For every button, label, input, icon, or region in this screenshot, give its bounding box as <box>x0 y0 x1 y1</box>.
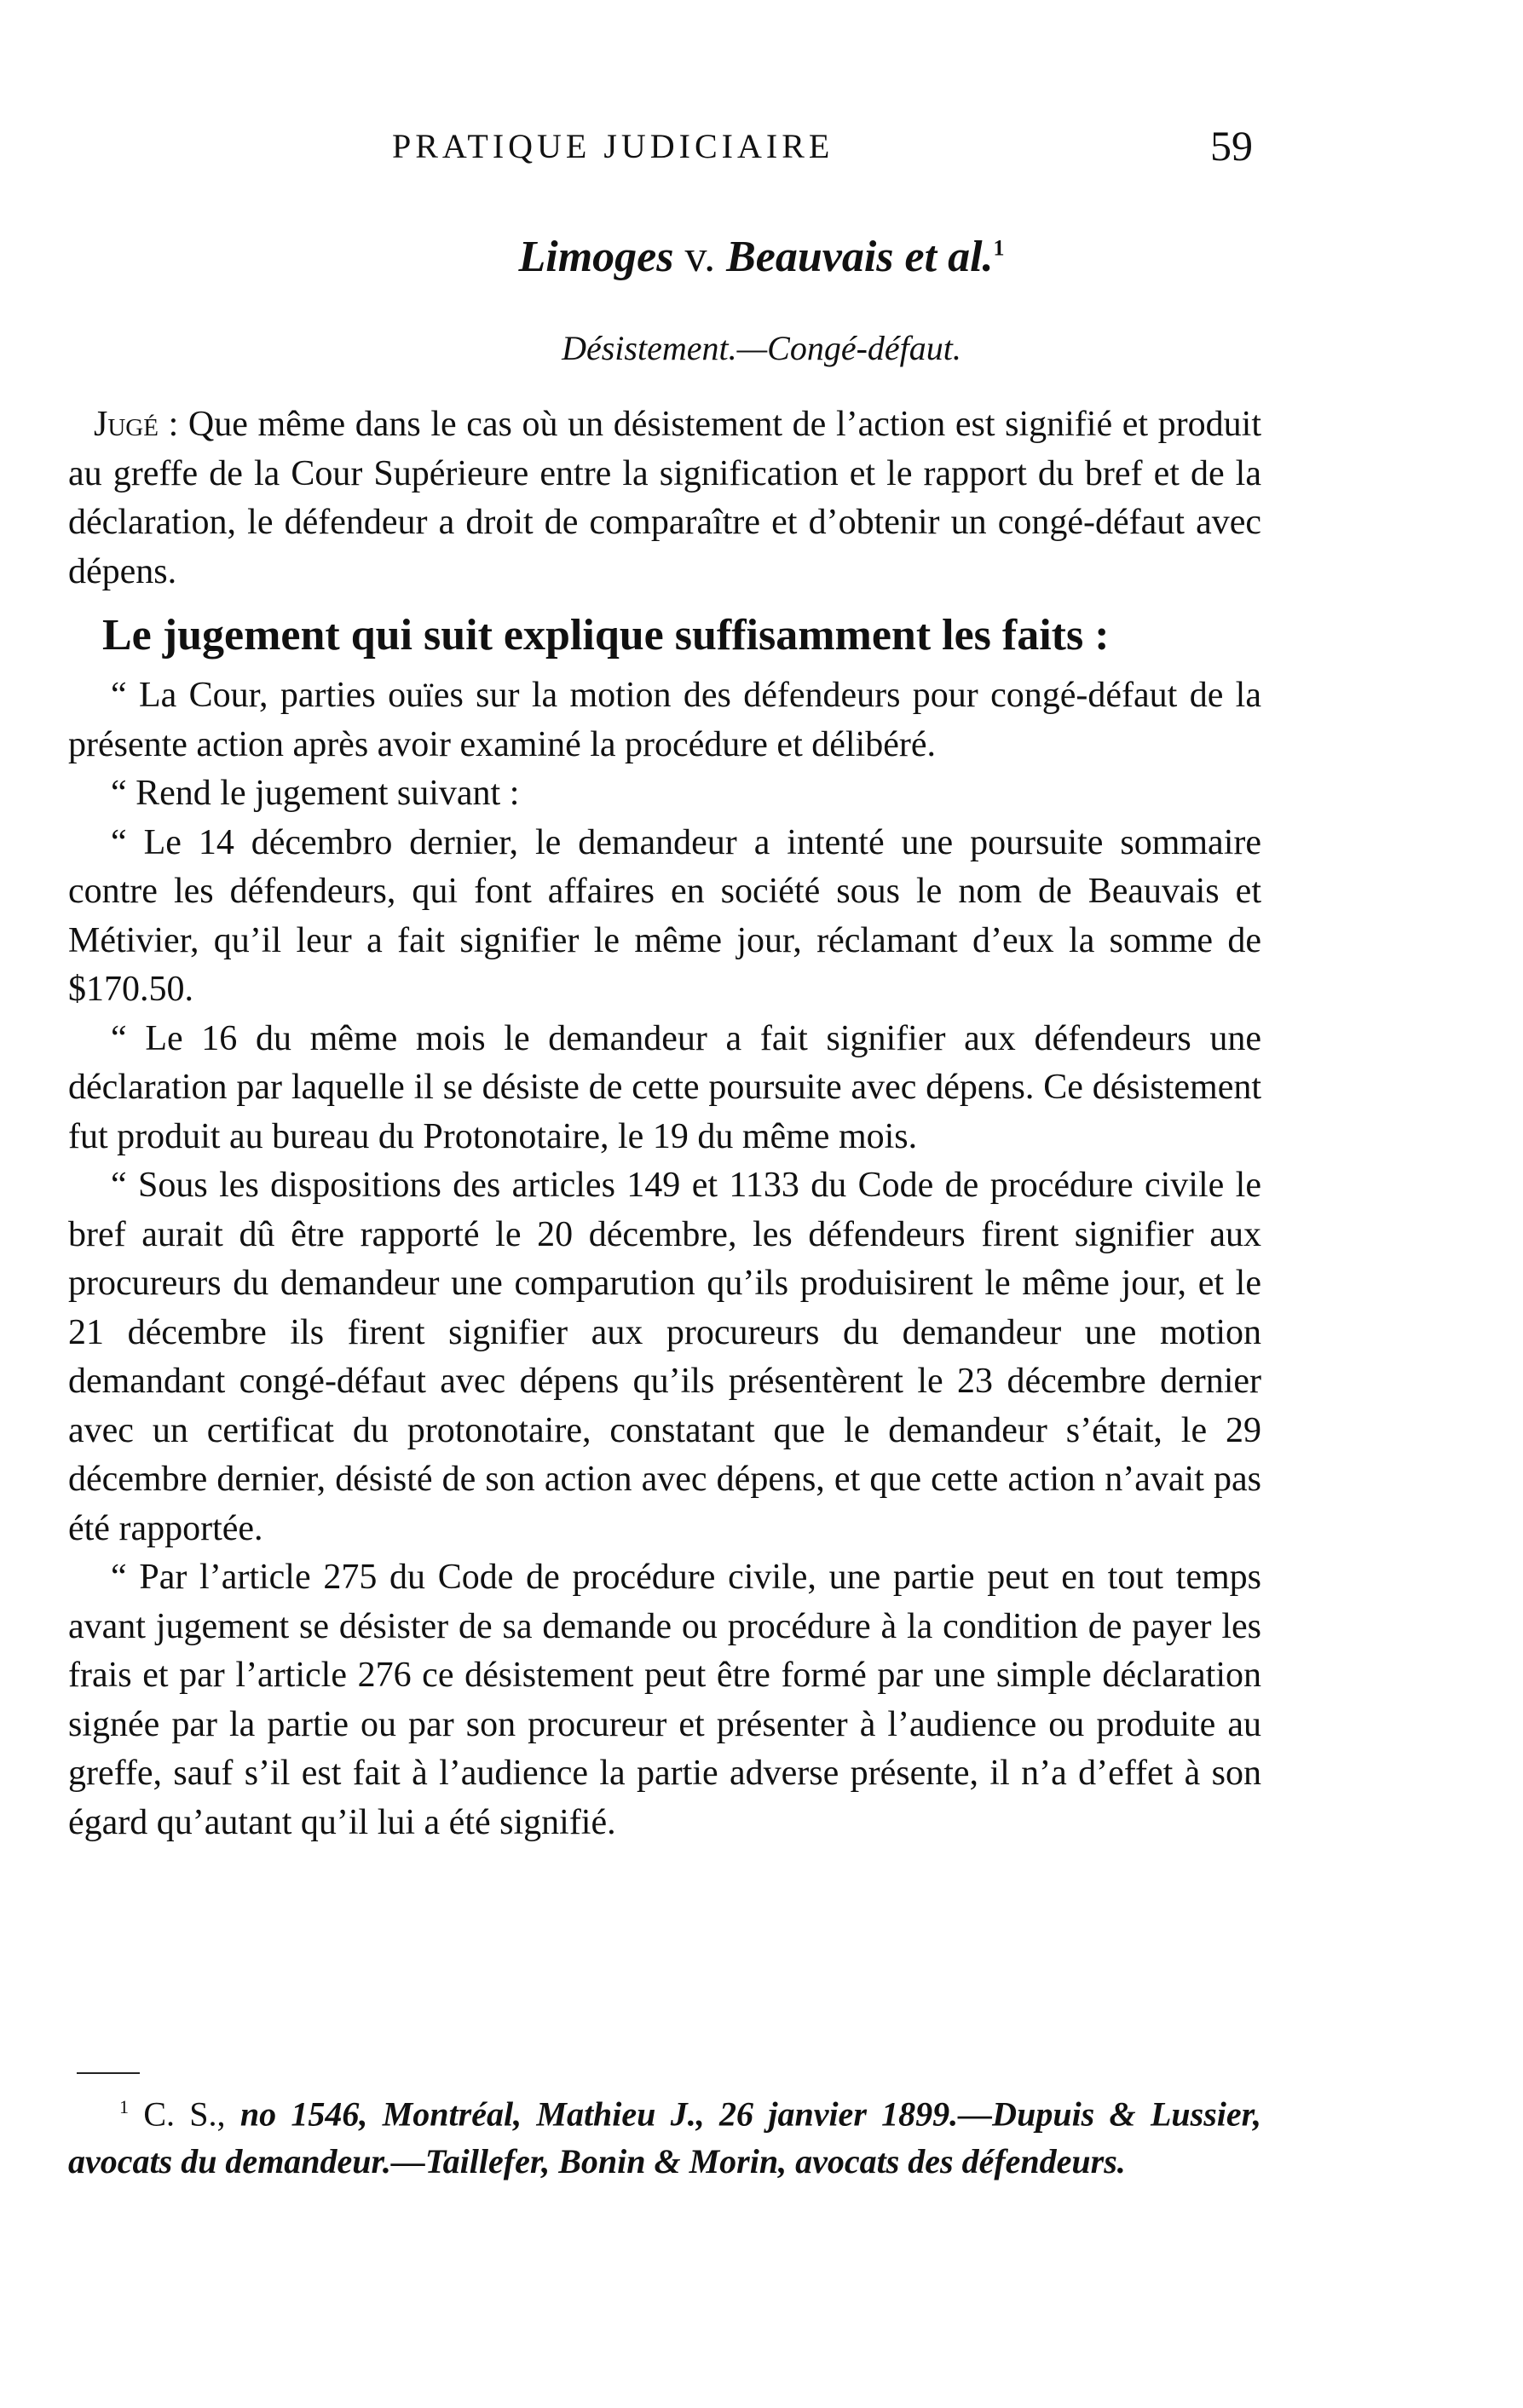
paragraph: “ La Cour, parties ouïes sur la motion des défendeurs pour congé-défaut de la présente action après avoir examiné la procédure et délibéré. <box>68 676 1261 764</box>
section-heading: Le jugement qui suit explique suffisamment les faits : <box>102 611 1110 660</box>
running-title: PRATIQUE JUDICIAIRE <box>392 127 834 165</box>
summary-text: : Que même dans le cas où un désistement de l’action est signifié et produit au greffe de la Cour Supérieure entre la signification et le rapport du bref et de la déclaration, le défendeur a droit de comparaître et d’obtenir un congé-défaut avec dépens. <box>68 405 1261 591</box>
footnote-text: no 1546, Montréal, Mathieu J., 26 janvier 1899.—Dupuis & Lussier, avocats du demandeur.—Taillefer, Bonin & Morin, avocats des défendeurs. <box>68 2094 1262 2181</box>
summary-lead: Jugé <box>94 405 159 444</box>
page-body <box>68 400 1261 1847</box>
footnote-divider <box>77 2072 140 2074</box>
paragraph: “ Par l’article 275 du Code de procédure civile, une partie peut en tout temps avant jugement se désister de sa demande ou procédure à la condition de payer les frais et par l’article 276 ce désistement peut être formé par une simple déclaration signée par la partie ou par son procureur et présenter à l’audience ou produite au greffe, sauf s’il est fait à l’audience la partie adverse présente, il n’a d’effet à son égard qu’autant qu’il lui a été signifié. <box>68 1558 1261 1842</box>
page-number: 59 <box>1210 122 1253 170</box>
footnote-marker: 1 <box>119 2096 129 2117</box>
paragraph: “ Le 16 du même mois le demandeur a fait signifier aux défendeurs une déclaration par laquelle il se désiste de cette poursuite avec dépens. Ce désistement fut produit au bureau du Protonotaire, le 19 du même mois. <box>68 1018 1261 1156</box>
case-footnote-ref: 1 <box>993 235 1005 261</box>
paragraph: “ Rend le jugement suivant : <box>111 774 520 813</box>
case-summary <box>68 400 1261 596</box>
case-subtitle: Désistement.—Congé-défaut. <box>562 329 961 367</box>
paragraph: “ Sous les dispositions des articles 149 et 1133 du Code de procédure civile le bref aurait dû être rapporté le 20 décembre, les défendeurs firent signifier aux procureurs du demandeur une comparution qu’ils produisirent le même jour, et le 21 décembre ils firent signifier aux procureurs du demandeur une motion demandant congé-défaut avec dépens qu’ils présentèrent le 23 décembre dernier avec un certificat du protonotaire, constatant que le demandeur s’était, le 29 décembre dernier, désisté de son action avec dépens, et que cette action n’avait pas été rapportée. <box>68 1166 1261 1548</box>
case-party-defendants: Beauvais et al. <box>726 233 994 281</box>
case-versus: v. <box>684 233 716 281</box>
case-title <box>0 232 1523 282</box>
case-party-plaintiff: Limoges <box>518 233 674 281</box>
footnote-citation: C. S., <box>143 2094 226 2134</box>
footnote <box>68 2083 1261 2186</box>
page-header <box>77 122 1253 186</box>
paragraph: “ Le 14 décembro dernier, le demandeur a intenté une poursuite sommaire contre les défendeurs, qui font affaires en société sous le nom de Beauvais et Métivier, qu’il leur a fait signifier le même jour, réclamant d’eux la somme de $170.50. <box>68 822 1261 1009</box>
